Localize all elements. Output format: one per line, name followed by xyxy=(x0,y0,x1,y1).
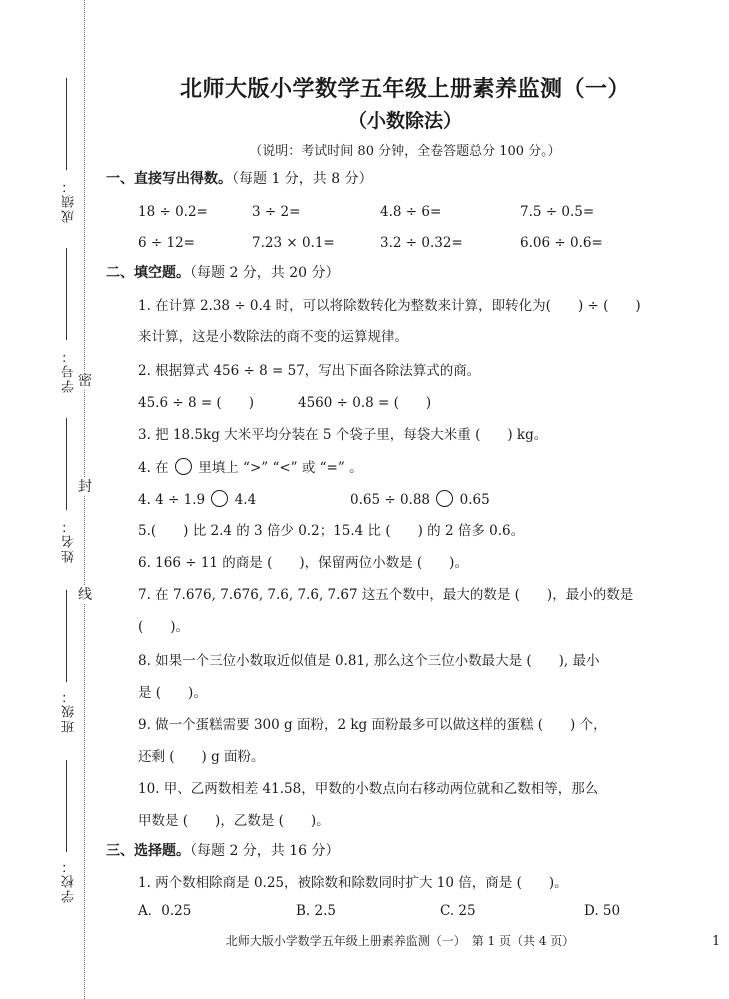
question-4-prefix: 4. 在 xyxy=(138,460,169,476)
section-1-heading xyxy=(106,170,373,188)
school-line xyxy=(66,760,67,852)
seal-char-mi: 密 xyxy=(78,373,92,389)
question-line: 是 ( )。 xyxy=(138,685,207,701)
choice-option-c[interactable]: C. 25 xyxy=(440,903,476,919)
section-1-title: 一、直接写出得数。 xyxy=(106,171,232,187)
compare-right: 4.4 xyxy=(234,492,257,508)
question-line: 8. 如果一个三位小数取近似值是 0.81, 那么这个三位小数最大是 ( ), 最小 xyxy=(138,653,600,669)
question-line: 45.6 ÷ 8 = ( ) xyxy=(138,395,254,411)
score-label: 成绩： xyxy=(62,178,77,223)
section-2-heading xyxy=(106,264,340,282)
section-3-title: 三、选择题。 xyxy=(106,843,190,859)
score-line xyxy=(66,78,67,170)
page-footer: 北师大版小学数学五年级上册素养监测（一） 第 1 页（共 4 页） xyxy=(225,934,575,948)
section-2-score-note: （每题 2 分，共 20 分） xyxy=(190,265,340,281)
calc-item: 3 ÷ 2= xyxy=(252,204,301,220)
section-2-title: 二、填空题。 xyxy=(106,265,190,281)
calc-item: 4.8 ÷ 6= xyxy=(380,204,442,220)
name-label: 姓名： xyxy=(62,518,77,563)
school-label: 学校： xyxy=(62,858,77,903)
section-1-score-note: （每题 1 分，共 8 分） xyxy=(232,171,373,187)
question-line: 7. 在 7.676, 7.6̇76̇, 7.6, 7.6̇, 7.6̇7̇ 这五个数中，最大的数是 ( )，最小的数是 xyxy=(138,587,634,603)
student-id-label: 学号： xyxy=(62,348,77,393)
calc-item: 7.23 × 0.1= xyxy=(252,235,335,251)
answer-circle-icon[interactable] xyxy=(436,490,453,507)
question-line: ( )。 xyxy=(138,619,190,635)
choice-question: 1. 两个数相除商是 0.25，被除数和除数同时扩大 10 倍，商是 ( )。 xyxy=(138,875,568,891)
section-3-score-note: （每题 2 分，共 16 分） xyxy=(190,843,340,859)
question-line: 9. 做一个蛋糕需要 300 g 面粉，2 kg 面粉最多可以做这样的蛋糕 ( ) 个， xyxy=(138,717,607,733)
page-title: 北师大版小学数学五年级上册素养监测（一） xyxy=(179,77,630,102)
answer-circle-icon[interactable] xyxy=(211,490,228,507)
question-line-compare-instruction xyxy=(138,458,363,477)
calc-item: 3.2 ÷ 0.32= xyxy=(380,235,463,251)
page-subtitle: （小数除法） xyxy=(347,110,462,132)
seal-char-xian: 线 xyxy=(78,587,92,603)
calc-item: 6.06 ÷ 0.6= xyxy=(520,235,603,251)
exam-instructions: （说明：考试时间 80 分钟，全卷答题总分 100 分。） xyxy=(249,144,561,159)
question-line: 4560 ÷ 0.8 = ( ) xyxy=(298,395,432,411)
question-line: 2. 根据算式 456 ÷ 8 = 57，写出下面各除法算式的商。 xyxy=(138,363,481,379)
student-id-line xyxy=(66,248,67,340)
page-number: 1 xyxy=(712,934,721,949)
question-line: 10. 甲、乙两数相差 41.58，甲数的小数点向右移动两位就和乙数相等，那么 xyxy=(138,781,599,797)
compare-left: 4. 4 ÷ 1.9 xyxy=(138,492,206,508)
compare-left: 0.65 ÷ 0.88 xyxy=(350,492,431,508)
comparison-circle-icon xyxy=(175,458,192,475)
choice-option-b[interactable]: B. 2.5 xyxy=(296,903,336,919)
question-line: 甲数是 ( )，乙数是 ( )。 xyxy=(138,813,330,829)
question-line: 5.( ) 比 2.4 的 3 倍少 0.2；15.4 比 ( ) 的 2 倍多 0.6。 xyxy=(138,523,525,539)
choice-option-a[interactable]: A．0.25 xyxy=(138,903,192,919)
calc-item: 18 ÷ 0.2= xyxy=(138,204,208,220)
seal-char-feng: 封 xyxy=(78,479,92,495)
question-line: 1. 在计算 2.38 ÷ 0.4 时，可以将除数转化为整数来计算，即转化为( ) ÷ ( ) xyxy=(138,298,641,314)
compare-item-2 xyxy=(350,490,490,509)
compare-item-1 xyxy=(138,490,256,509)
question-line: 6. 166 ÷ 11 的商是 ( )，保留两位小数是 ( )。 xyxy=(138,555,468,571)
question-line: 还剩 ( ) g 面粉。 xyxy=(138,749,265,765)
calc-item: 6 ÷ 12= xyxy=(138,235,195,251)
choice-option-d[interactable]: D. 50 xyxy=(584,903,621,919)
name-line xyxy=(66,418,67,510)
question-line: 3. 把 18.5kg 大米平均分装在 5 个袋子里，每袋大米重 ( ) kg。 xyxy=(138,427,548,443)
class-line xyxy=(66,590,67,682)
section-3-heading xyxy=(106,842,340,860)
question-line: 来计算，这是小数除法的商不变的运算规律。 xyxy=(138,329,408,345)
question-4-suffix: 里填上 “>” “<” 或 “=” 。 xyxy=(198,460,363,476)
binding-dotted-line xyxy=(84,0,85,999)
calc-item: 7.5 ÷ 0.5= xyxy=(520,204,595,220)
class-label: 班级： xyxy=(62,688,77,733)
compare-right: 0.65 xyxy=(459,492,490,508)
